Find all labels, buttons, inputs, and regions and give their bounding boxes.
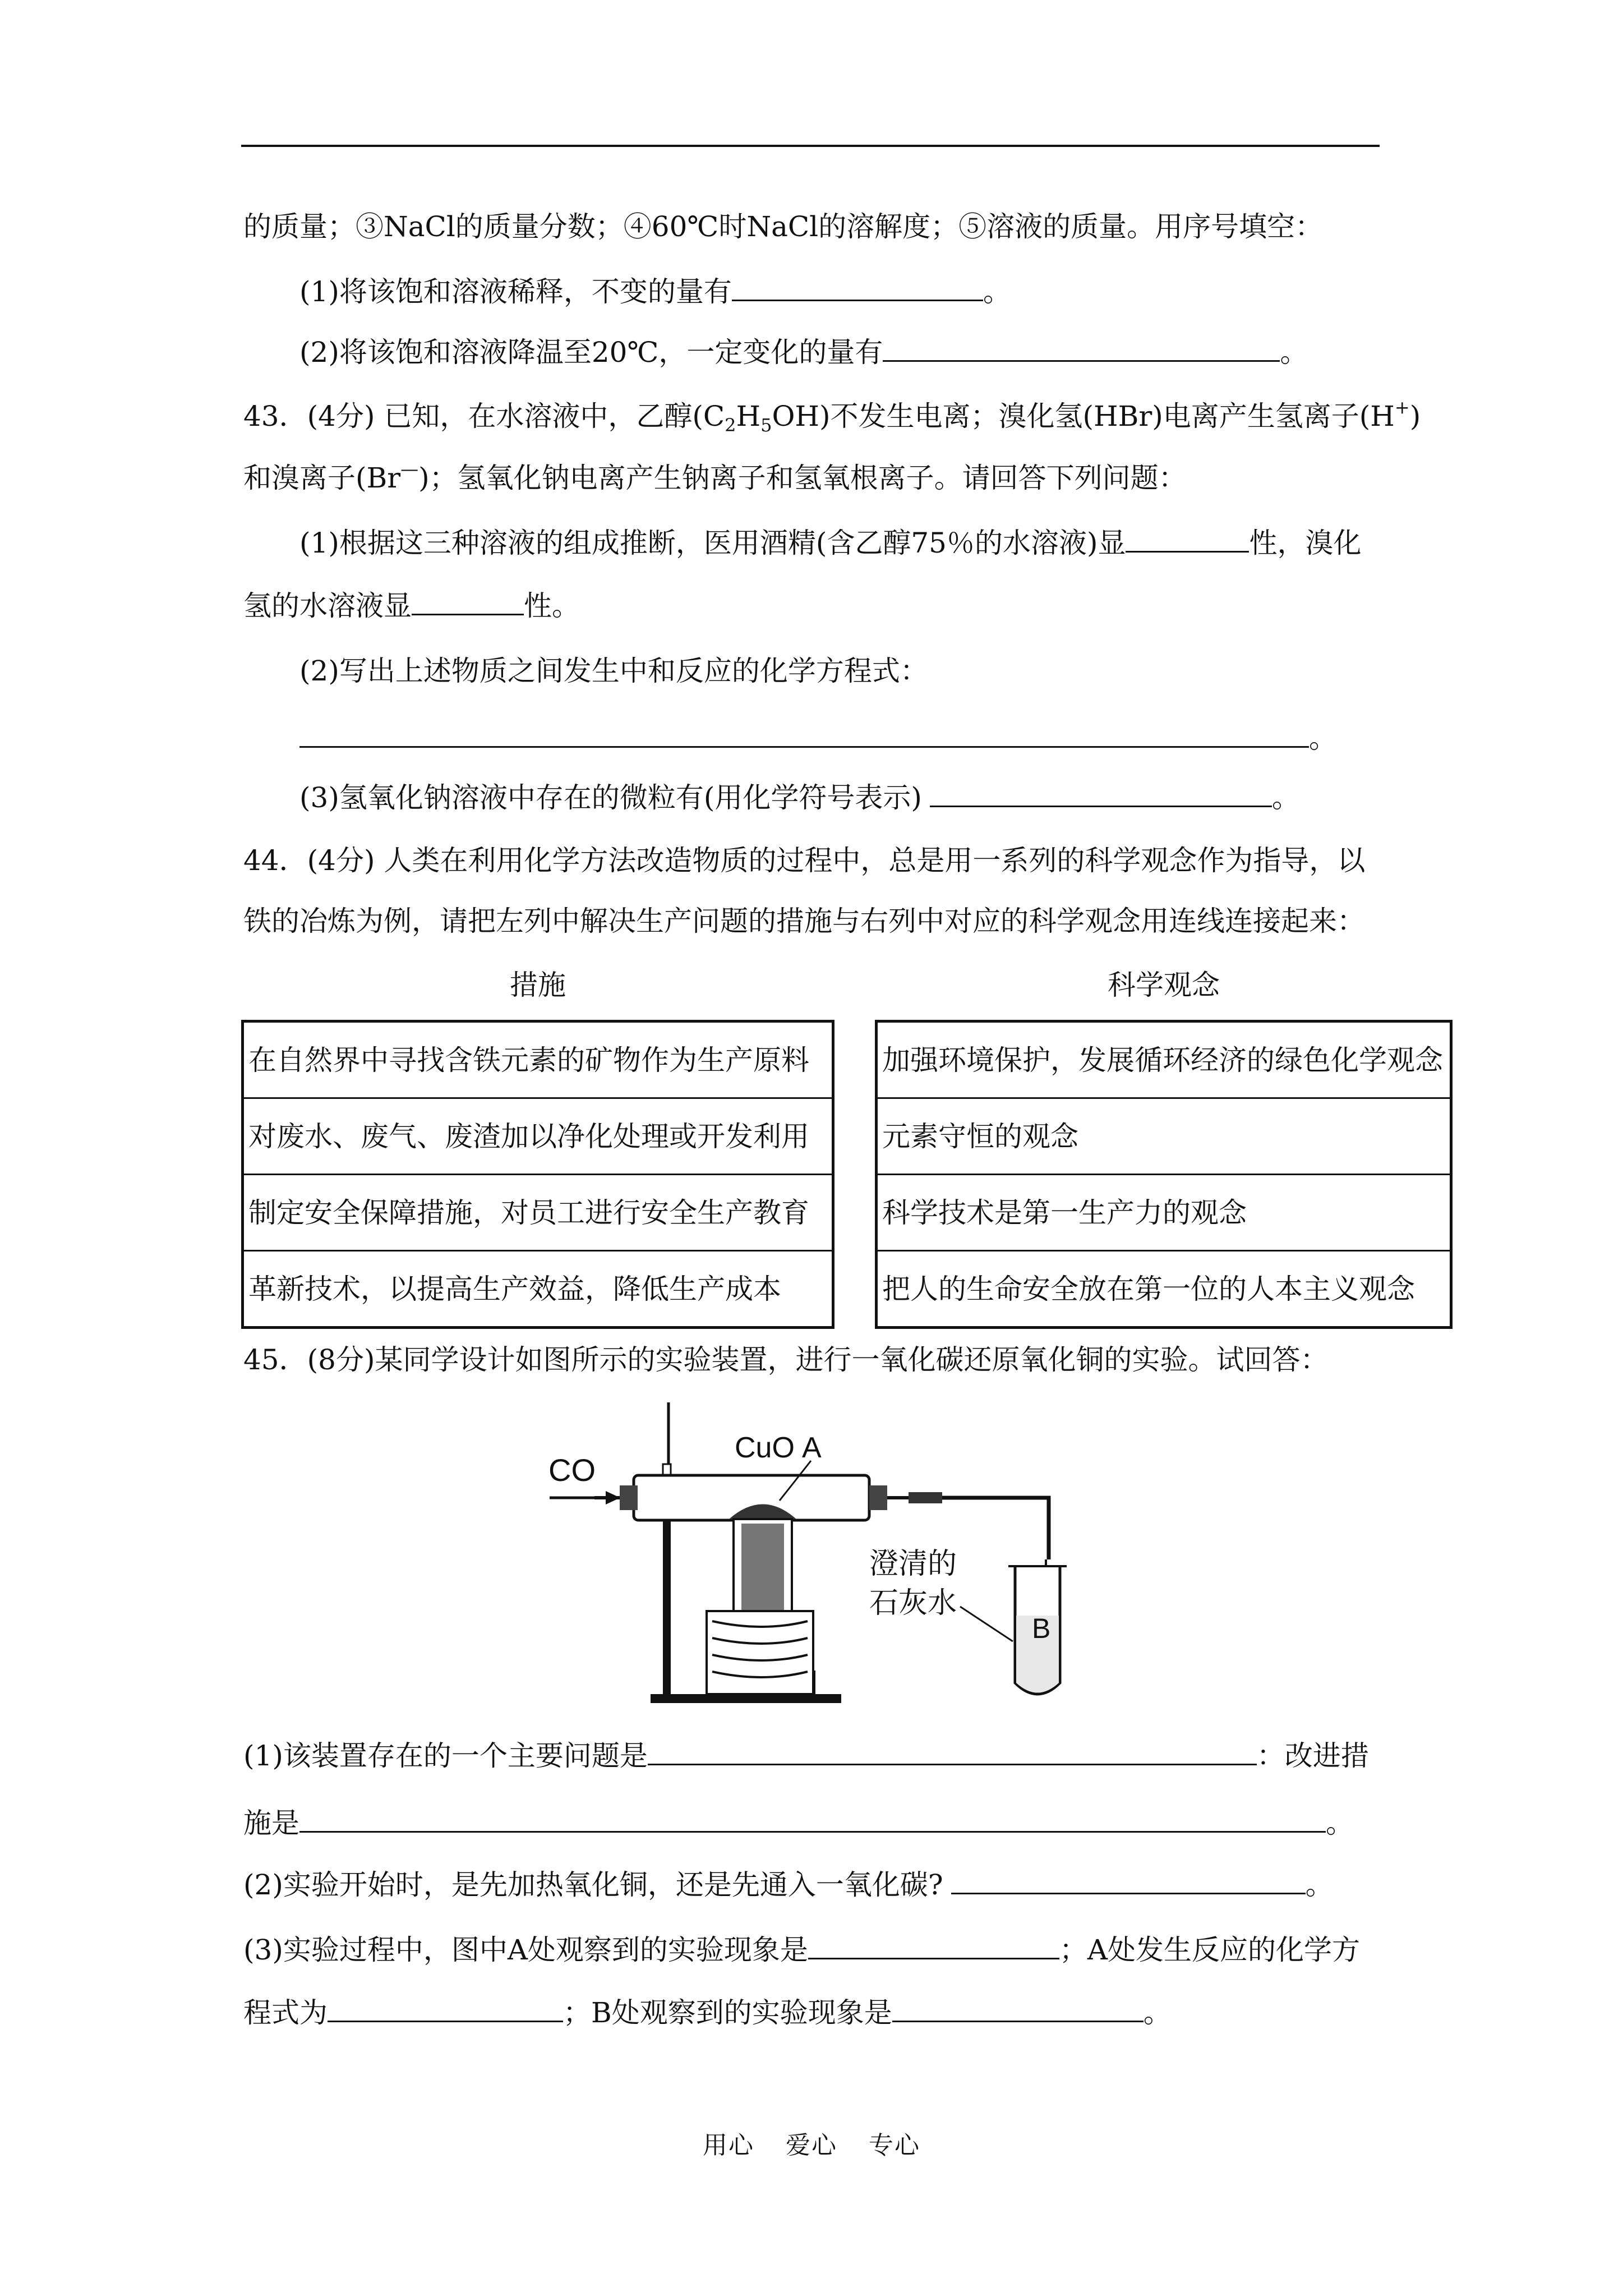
label-a: A [802,1432,822,1464]
q42-part1: (1)将该饱和溶液稀释，不变的量有 。 [299,275,1011,308]
q44-stem-2: 铁的冶炼为例，请把左列中解决生产问题的措施与右列中对应的科学观念用连线连接起来： [243,905,1365,937]
answer-blank[interactable] [648,1739,1257,1765]
q43-part1: (1)根据这三种溶液的组成推断，医用酒精(含乙醇75％的水溶液)显 性，溴化 [299,527,1362,559]
answer-blank[interactable] [299,1806,1326,1833]
wire-gauze-mesh [741,1524,784,1619]
q43-part2: (2)写出上述物质之间发生中和反应的化学方程式： [299,655,928,687]
q45-part3: (3)实验过程中，图中A处观察到的实验现象是 ；A处发生反应的化学方 [243,1934,1361,1966]
footer-word: 爱心 [786,2131,837,2160]
q43-part2-answer: 。 [299,721,1337,755]
answer-blank[interactable] [951,1868,1306,1894]
answer-blank[interactable] [808,1933,1059,1959]
wooden-block-grain [707,1611,813,1694]
table-row [243,1175,833,1251]
q45-part1: (1)该装置存在的一个主要问题是 ：改进措 [243,1740,1369,1772]
q42-part2: (2)将该饱和溶液降温至20℃，一定变化的量有 。 [299,336,1308,369]
q43-stem-1: 43．(4分) 已知，在水溶液中，乙醇$(C_2H_5OH)$不发生电离；溴化氢(HBr)电离产生氢离子(H+) [243,397,1421,436]
rubber-stopper-left [620,1485,638,1510]
header-rule [241,145,1380,147]
left-column-header: 措施 [510,969,566,1001]
limewater-pointer [960,1607,1013,1641]
q45-part1-cont: 施是 。 [243,1807,1354,1839]
q43-part3: (3)氢氧化钠溶液中存在的微粒有(用化学符号表示) 。 [299,781,1300,814]
answer-blank[interactable] [892,1996,1144,2022]
co-label: CO [548,1452,596,1488]
answer-blank[interactable] [299,721,1309,748]
iron-stand-rod [663,1509,671,1694]
table-row [877,1175,1451,1251]
table-row [877,1098,1451,1175]
concept-item[interactable]: 加强环境保护，发展循环经济的绿色化学观念 [877,1022,1451,1098]
q44-stem-1: 44．(4分) 人类在利用化学方法改造物质的过程中，总是用一系列的科学观念作为指导，以 [243,844,1366,877]
table-row [877,1251,1451,1328]
concept-item[interactable]: 科学技术是第一生产力的观念 [877,1175,1451,1251]
measure-item[interactable]: 在自然界中寻找含铁元素的矿物作为生产原料 [243,1022,833,1098]
line-continuation: 的质量；③NaCl的质量分数；④60℃时NaCl的溶解度；⑤溶液的质量。用序号填空： [243,210,1324,243]
delivery-tube [942,1498,1049,1559]
cuo-label: CuO [735,1432,795,1464]
table-row [877,1022,1451,1098]
answer-blank[interactable] [732,275,983,301]
right-column-header: 科学观念 [1108,969,1220,1001]
concepts-table [875,1020,1453,1329]
q45-stem: 45．(8分)某同学设计如图所示的实验装置，进行一氧化碳还原氧化铜的实验。试回答： [243,1343,1329,1376]
table-row [243,1098,833,1175]
measures-table [241,1020,834,1329]
q43-stem-2: 和溴离子(Br—)；氢氧化钠电离产生钠离子和氢氧根离子。请回答下列问题： [243,458,1187,494]
answer-blank[interactable] [1126,526,1249,553]
footer-word: 专心 [869,2131,920,2160]
rubber-hose [909,1492,942,1503]
label-b: B [1032,1613,1051,1644]
concept-item[interactable]: 元素守恒的观念 [877,1098,1451,1175]
concept-item[interactable]: 把人的生命安全放在第一位的人本主义观念 [877,1251,1451,1328]
measure-item[interactable]: 革新技术，以提高生产效益，降低生产成本 [243,1251,833,1328]
answer-blank[interactable] [328,1996,563,2022]
q45-part3-cont: 程式为 ；B处观察到的实验现象是 。 [243,1996,1172,2029]
q45-part2: (2)实验开始时，是先加热氧化铜，还是先通入一氧化碳? 。 [243,1869,1334,1901]
q43-part1-cont: 氢的水溶液显 性。 [243,590,580,622]
limewater-label-2: 石灰水 [869,1587,957,1619]
rubber-stopper-right [869,1485,887,1510]
answer-blank[interactable] [883,335,1280,362]
answer-blank[interactable] [930,781,1272,807]
footer-word: 用心 [703,2131,754,2160]
answer-blank[interactable] [412,589,524,615]
limewater-label-1: 澄清的 [869,1548,957,1580]
measure-item[interactable]: 制定安全保障措施，对员工进行安全生产教育 [243,1175,833,1251]
measure-item[interactable]: 对废水、废气、废渣加以净化处理或开发利用 [243,1098,833,1175]
experiment-apparatus-figure [538,1391,1077,1717]
table-row [243,1251,833,1328]
page-footer [0,2125,1623,2161]
table-row [243,1022,833,1098]
